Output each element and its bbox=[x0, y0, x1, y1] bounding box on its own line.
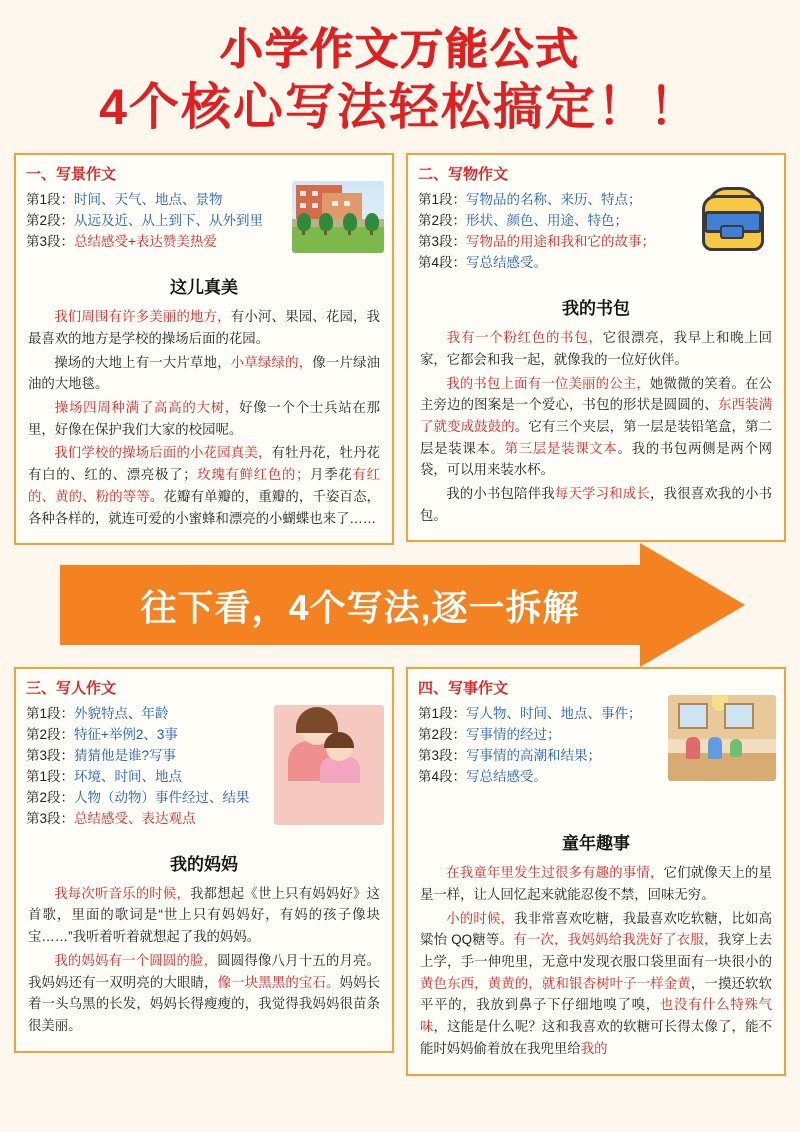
step-label: 第1段： bbox=[26, 706, 75, 722]
step-content: 特征+举例2、3事 bbox=[74, 727, 178, 743]
text-run: 小草绿绿的， bbox=[230, 354, 313, 370]
section-title-object: 二、写物作文 bbox=[418, 166, 509, 184]
text-run: 我非常喜欢吃糖，我最喜欢吃软糖，比如高粱怡 QQ糖等。 bbox=[420, 910, 772, 948]
text-run: 有小河、果园、花园，我最喜欢的地方是学校的操场后面的花园。 bbox=[28, 309, 381, 346]
step-label: 第1段： bbox=[418, 706, 467, 722]
step-content: 写总结感受。 bbox=[466, 255, 548, 271]
text-run: 我都想起《世上只有妈妈好》这首歌，里面的歌词是“世上只有妈妈好，有妈的孩子像块宝……”我听着听着就想起了我的妈妈。 bbox=[28, 885, 381, 945]
step-label: 第4段： bbox=[418, 769, 467, 784]
step-label: 第1段： bbox=[418, 192, 467, 208]
text-run: 我的 bbox=[580, 1040, 608, 1056]
step-content: 从远及近、从上到下、从外到里 bbox=[74, 213, 264, 229]
step-content: 时间、天气、地点、景物 bbox=[74, 192, 223, 208]
essay-paragraph bbox=[28, 950, 380, 1037]
text-run: 。它有三个夹层，第一层是装铅笔盒，第二层是装课本。 bbox=[420, 418, 773, 456]
section-body-event bbox=[408, 819, 784, 1073]
text-run: 我穿上去上学，手一伸兜里，无意中发现衣服口袋里面有一块很小的 bbox=[420, 932, 772, 970]
text-run: 有红的、黄的、粉的等等 bbox=[28, 467, 381, 504]
text-run: 高高的大树， bbox=[154, 400, 240, 416]
essay-paragraph bbox=[28, 306, 380, 349]
step-content: 写人物、时间、地点、事件； bbox=[466, 706, 642, 722]
section-title-scenery: 一、写景作文 bbox=[26, 166, 117, 184]
essay-title-object: 我的书包 bbox=[562, 299, 630, 319]
text-run: 我们周围有许多美丽的地方， bbox=[54, 309, 231, 325]
section-card-scenery bbox=[14, 153, 394, 545]
section-head-person bbox=[16, 669, 392, 840]
section-title-event: 四、写事作文 bbox=[418, 680, 509, 698]
step-content: 总结感受+表达赞美热爱 bbox=[74, 234, 217, 250]
poster-title-line2: 4个核心写法轻松搞定！！ bbox=[99, 79, 701, 136]
text-run: 也没有什么特殊气味 bbox=[420, 997, 773, 1035]
scroll-down-banner bbox=[0, 551, 800, 659]
text-run: 妈妈长着一头乌黑的长发，妈妈长得瘦瘦的，我觉得我妈妈很苗条很美丽。 bbox=[28, 974, 381, 1033]
text-run: 操场的大地上有一大片草地， bbox=[54, 354, 231, 370]
section-head-object bbox=[408, 155, 784, 284]
essay-paragraph bbox=[420, 862, 772, 905]
essay-title-scenery: 这儿真美 bbox=[170, 278, 238, 298]
text-run: 东西装满了就变成鼓鼓的 bbox=[420, 397, 773, 434]
children-playing-room-illustration bbox=[668, 695, 776, 781]
text-run: 月季花 bbox=[309, 467, 353, 483]
section-column-event bbox=[406, 667, 786, 1075]
essay-paragraph bbox=[420, 327, 772, 370]
step-label: 第2段： bbox=[26, 727, 75, 743]
text-run: 我的小书包陪伴我 bbox=[446, 486, 555, 502]
essay-paragraph bbox=[420, 373, 772, 482]
step-label: 第4段： bbox=[418, 255, 467, 271]
mother-and-child-illustration bbox=[274, 705, 384, 825]
poster-header bbox=[0, 0, 800, 145]
essay-title-event: 童年趣事 bbox=[562, 834, 630, 854]
yellow-backpack-illustration bbox=[684, 181, 776, 253]
text-run: 小的时候， bbox=[446, 910, 515, 926]
step-label: 第2段： bbox=[418, 727, 467, 743]
text-run: 有牡丹花，牡丹花有白的、红的、漂亮极了； bbox=[28, 445, 381, 483]
text-run: 我们学校的操场后面的小花园真美， bbox=[54, 445, 272, 461]
school-scene-photo bbox=[292, 181, 384, 253]
text-run: 我每次听音乐的时候， bbox=[54, 885, 191, 901]
step-label: 第3段： bbox=[26, 234, 75, 250]
text-run: 玫瑰有鲜红色的； bbox=[196, 467, 310, 483]
step-content: 写物品的用途和我和它的故事； bbox=[466, 234, 656, 250]
step-label: 第3段： bbox=[26, 748, 75, 764]
text-run: 好像一个个士兵站在那里，好像在保护我们大家的校园呢。 bbox=[28, 400, 381, 437]
text-run: 有一次，我妈妈给我洗好了衣服， bbox=[513, 932, 718, 948]
step-label: 第3段： bbox=[26, 810, 75, 826]
banner-text: 往下看，4个写法,逐一拆解 bbox=[140, 586, 580, 628]
step-label: 第2段： bbox=[418, 213, 467, 229]
text-run: 像一块黑黑的宝石。 bbox=[217, 974, 340, 990]
text-run: 我的书包上面有一位美丽的公主， bbox=[446, 375, 650, 391]
text-run: 。我的书包两侧是两个网袋，可以用来装水杯。 bbox=[420, 440, 773, 478]
section-head-event bbox=[408, 669, 784, 819]
poster-title-line1: 小学作文万能公式 bbox=[220, 26, 580, 74]
step-label: 第1段： bbox=[26, 192, 75, 208]
section-body-scenery bbox=[16, 263, 392, 543]
section-card-person bbox=[14, 667, 394, 1052]
essay-paragraph bbox=[28, 883, 380, 948]
step-content: 写事情的经过； bbox=[466, 727, 561, 743]
text-run: 它很漂亮，我早上和晚上回家，它都会和我一起，就像我的一位好伙伴。 bbox=[420, 330, 773, 367]
step-label: 第2段： bbox=[26, 789, 75, 805]
essay-paragraph bbox=[420, 483, 772, 526]
text-run: 我的妈妈有一个圆圆的脸， bbox=[54, 952, 218, 968]
section-body-object bbox=[408, 284, 784, 540]
text-run: 操场四周种满了 bbox=[54, 400, 155, 416]
text-run: 它们就像天上的星星一样，让人回忆起来就能忍俊不禁，回味无穷。 bbox=[420, 865, 773, 902]
step-content: 形状、颜色、用途、特色； bbox=[466, 213, 629, 229]
text-run: 圆圆得像八月十五的月亮。我妈妈还有一双明亮的大眼睛， bbox=[28, 952, 381, 990]
sections-grid-bottom bbox=[0, 659, 800, 1075]
step-label: 第2段： bbox=[26, 213, 75, 229]
step-content: 人物（动物）事件经过、结果 bbox=[74, 789, 250, 805]
step-content: 写物品的名称、来历、特点； bbox=[466, 192, 642, 208]
essay-title-person: 我的妈妈 bbox=[170, 854, 238, 874]
sections-grid-top bbox=[0, 145, 800, 545]
essay-paragraph bbox=[28, 442, 380, 529]
step-label: 第3段： bbox=[418, 748, 467, 764]
step-row bbox=[418, 253, 774, 274]
step-label: 第1段： bbox=[26, 769, 75, 784]
essay-paragraph bbox=[28, 352, 380, 395]
section-body-person bbox=[16, 840, 392, 1051]
section-column-object bbox=[406, 153, 786, 545]
text-run: 我有一个粉红色的书包， bbox=[446, 330, 603, 346]
step-content: 猜猜他是谁?写事 bbox=[74, 748, 177, 764]
essay-paragraph bbox=[420, 908, 772, 1060]
section-column-person bbox=[14, 667, 394, 1075]
step-content: 写事情的高潮和结果； bbox=[466, 748, 602, 764]
step-content: 写总结感受。 bbox=[466, 769, 548, 784]
text-run: 。花瓣有单瓣的，重瓣的，千姿百态，各种各样的，就连可爱的小蜜蜂和漂亮的小蝴蝶也来了…… bbox=[28, 488, 381, 526]
text-run: 第三层是装课文本 bbox=[504, 440, 618, 456]
text-run: ，我很喜欢我的小书包。 bbox=[420, 486, 773, 523]
section-title-person: 三、写人作文 bbox=[26, 680, 117, 698]
step-content: 外貌特点、年龄 bbox=[74, 706, 169, 722]
step-label: 第3段： bbox=[418, 234, 467, 250]
text-run: 黄色东西，黄黄的，就和银杏树叶子一样金黄 bbox=[420, 975, 691, 991]
text-run: 她微微的笑着。在公主旁边的图案是一个爱心，书包的形状是圆圆的、 bbox=[420, 375, 773, 413]
section-column-scenery bbox=[14, 153, 394, 545]
essay-paragraph bbox=[28, 397, 380, 440]
text-run: 像一片绿油油的大地毯。 bbox=[28, 354, 381, 392]
section-card-event bbox=[406, 667, 786, 1075]
text-run: ，这能是什么呢？这和我喜欢的软糖可长得太像了，能不能时妈妈偷着放在我兜里给 bbox=[420, 1019, 773, 1056]
text-run: ，一摸还软软平平的，我放到鼻子下仔细地嗅了嗅， bbox=[420, 975, 773, 1013]
section-head-scenery bbox=[16, 155, 392, 263]
step-content: 环境、时间、地点 bbox=[74, 769, 183, 784]
text-run: 在我童年里发生过很多有趣的事情， bbox=[446, 865, 664, 881]
step-content: 总结感受、表达观点 bbox=[74, 810, 196, 826]
section-card-object bbox=[406, 153, 786, 542]
text-run: 每天学习和成长 bbox=[554, 486, 650, 502]
